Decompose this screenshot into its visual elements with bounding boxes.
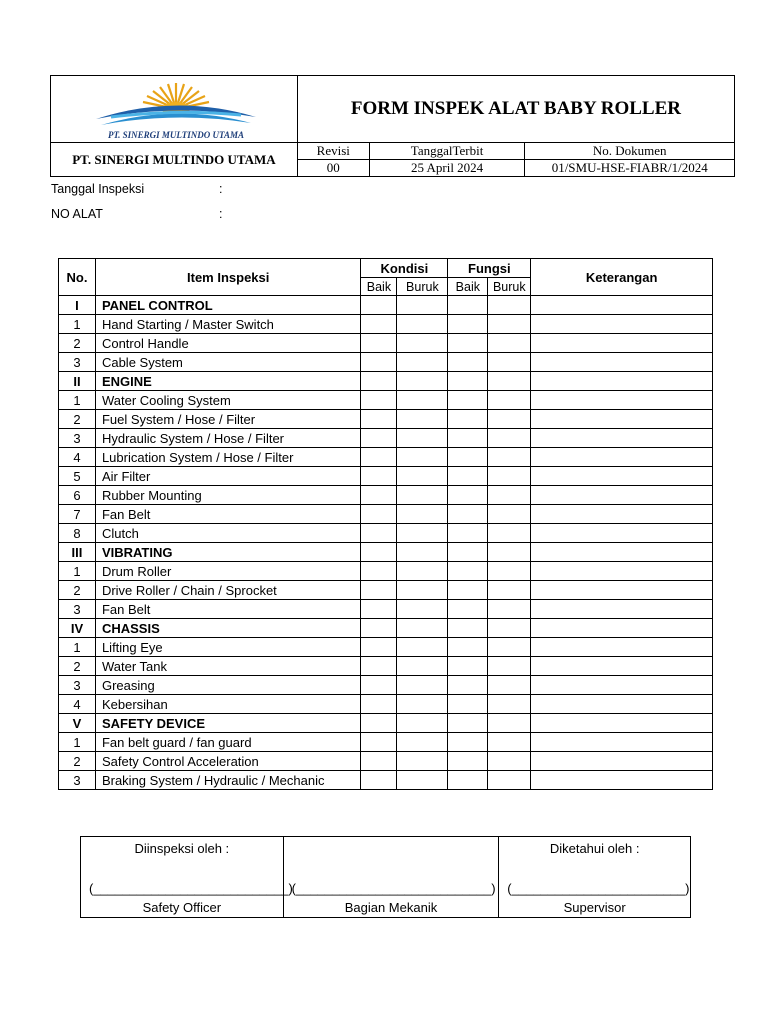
fungsi-baik-cell[interactable] (448, 562, 488, 581)
kondisi-buruk-cell[interactable] (397, 448, 448, 467)
row-number: 1 (59, 562, 96, 581)
kondisi-buruk-cell[interactable] (397, 543, 448, 562)
inspection-item: Water Tank (95, 657, 360, 676)
kondisi-buruk-cell[interactable] (397, 410, 448, 429)
company-logo (91, 79, 261, 141)
row-number: 1 (59, 733, 96, 752)
row-number: 6 (59, 486, 96, 505)
logo-cell (51, 76, 298, 143)
kondisi-buruk-cell[interactable] (397, 714, 448, 733)
signature-table (80, 836, 691, 918)
kondisi-baik-cell[interactable] (361, 524, 397, 543)
fungsi-buruk-cell[interactable] (488, 771, 531, 790)
fungsi-buruk-cell[interactable] (488, 657, 531, 676)
kondisi-baik-cell[interactable] (361, 391, 397, 410)
row-number: 3 (59, 600, 96, 619)
kondisi-buruk-cell[interactable] (397, 771, 448, 790)
fungsi-baik-cell[interactable] (448, 600, 488, 619)
revisi-value: 00 (297, 160, 369, 177)
keterangan-cell[interactable] (531, 334, 713, 353)
form-title: FORM INSPEK ALAT BABY ROLLER (297, 76, 734, 143)
inspection-rows (59, 296, 713, 790)
kondisi-buruk-cell[interactable] (397, 391, 448, 410)
no-alat-colon: : (219, 207, 223, 221)
inspection-item: Drum Roller (95, 562, 360, 581)
fungsi-baik-cell[interactable] (448, 714, 488, 733)
fungsi-baik-cell[interactable] (448, 771, 488, 790)
inspection-item: Safety Control Acceleration (95, 752, 360, 771)
kondisi-buruk-cell[interactable] (397, 619, 448, 638)
row-number: 5 (59, 467, 96, 486)
fungsi-baik-cell[interactable] (448, 543, 488, 562)
table-row (59, 353, 713, 372)
inspection-item: Hand Starting / Master Switch (95, 315, 360, 334)
fungsi-buruk-header: Buruk (488, 278, 531, 296)
row-number: IV (59, 619, 96, 638)
keterangan-cell[interactable] (531, 619, 713, 638)
fungsi-buruk-cell[interactable] (488, 315, 531, 334)
fungsi-baik-cell[interactable] (448, 429, 488, 448)
mekanik-label: Bagian Mekanik (344, 900, 438, 915)
keterangan-cell[interactable] (531, 486, 713, 505)
keterangan-cell[interactable] (531, 752, 713, 771)
fungsi-baik-header: Baik (448, 278, 488, 296)
keterangan-cell[interactable] (531, 733, 713, 752)
fungsi-baik-cell[interactable] (448, 448, 488, 467)
section-title: PANEL CONTROL (95, 296, 360, 315)
keterangan-cell[interactable] (531, 581, 713, 600)
table-row (59, 600, 713, 619)
kondisi-baik-cell[interactable] (361, 448, 397, 467)
inspection-item: Hydraulic System / Hose / Filter (95, 429, 360, 448)
table-row (59, 695, 713, 714)
kondisi-baik-header: Baik (361, 278, 397, 296)
fungsi-baik-cell[interactable] (448, 486, 488, 505)
fungsi-baik-cell[interactable] (448, 657, 488, 676)
keterangan-cell[interactable] (531, 600, 713, 619)
fungsi-buruk-cell[interactable] (488, 695, 531, 714)
table-row (59, 524, 713, 543)
table-row (59, 733, 713, 752)
fungsi-baik-cell[interactable] (448, 391, 488, 410)
table-row (59, 638, 713, 657)
table-row (59, 562, 713, 581)
kondisi-buruk-cell[interactable] (397, 429, 448, 448)
keterangan-cell[interactable] (531, 714, 713, 733)
document-header (50, 75, 735, 177)
inspection-item: Fan Belt (95, 600, 360, 619)
kondisi-baik-cell[interactable] (361, 619, 397, 638)
keterangan-cell[interactable] (531, 410, 713, 429)
table-row (59, 429, 713, 448)
fungsi-baik-cell[interactable] (448, 353, 488, 372)
row-number: 2 (59, 581, 96, 600)
col-no-header: No. (59, 259, 96, 296)
kondisi-buruk-cell[interactable] (397, 353, 448, 372)
row-number: 3 (59, 676, 96, 695)
kondisi-baik-cell[interactable] (361, 600, 397, 619)
fungsi-baik-cell[interactable] (448, 467, 488, 486)
fungsi-buruk-cell[interactable] (488, 676, 531, 695)
section-title: ENGINE (95, 372, 360, 391)
keterangan-cell[interactable] (531, 657, 713, 676)
inspection-item: Air Filter (95, 467, 360, 486)
inspection-item: Control Handle (95, 334, 360, 353)
fungsi-buruk-cell[interactable] (488, 372, 531, 391)
col-item-header: Item Inspeksi (95, 259, 360, 296)
fungsi-baik-cell[interactable] (448, 524, 488, 543)
fungsi-buruk-cell[interactable] (488, 562, 531, 581)
no-dokumen-label: No. Dokumen (525, 143, 735, 160)
row-number: I (59, 296, 96, 315)
safety-officer-label: Safety Officer (142, 900, 222, 915)
section-row (59, 619, 713, 638)
section-row (59, 714, 713, 733)
fungsi-buruk-cell[interactable] (488, 486, 531, 505)
kondisi-baik-cell[interactable] (361, 543, 397, 562)
fungsi-buruk-cell[interactable] (488, 714, 531, 733)
col-fungsi-header: Fungsi (448, 259, 531, 278)
inspection-item: Rubber Mounting (95, 486, 360, 505)
section-row (59, 296, 713, 315)
row-number: II (59, 372, 96, 391)
tanggal-terbit-value: 25 April 2024 (369, 160, 525, 177)
inspection-item: Lubrication System / Hose / Filter (95, 448, 360, 467)
no-dokumen-value: 01/SMU-HSE-FIABR/1/2024 (525, 160, 735, 177)
kondisi-baik-cell[interactable] (361, 353, 397, 372)
table-row (59, 334, 713, 353)
sign-cell-inspector (81, 837, 293, 918)
col-keterangan-header: Keterangan (531, 259, 713, 296)
table-row (59, 771, 713, 790)
kondisi-baik-cell[interactable] (361, 429, 397, 448)
row-number: 3 (59, 353, 96, 372)
fungsi-buruk-cell[interactable] (488, 448, 531, 467)
kondisi-baik-cell[interactable] (361, 733, 397, 752)
kondisi-baik-cell[interactable] (361, 752, 397, 771)
row-number: 4 (59, 448, 96, 467)
keterangan-cell[interactable] (531, 676, 713, 695)
kondisi-buruk-cell[interactable] (397, 638, 448, 657)
kondisi-buruk-cell[interactable] (397, 505, 448, 524)
kondisi-baik-cell[interactable] (361, 505, 397, 524)
row-number: 2 (59, 334, 96, 353)
fungsi-baik-cell[interactable] (448, 619, 488, 638)
row-number: 1 (59, 391, 96, 410)
kondisi-baik-cell[interactable] (361, 657, 397, 676)
inspection-item: Lifting Eye (95, 638, 360, 657)
inspection-item: Drive Roller / Chain / Sprocket (95, 581, 360, 600)
fungsi-buruk-cell[interactable] (488, 410, 531, 429)
kondisi-buruk-cell[interactable] (397, 486, 448, 505)
table-row (59, 581, 713, 600)
fungsi-buruk-cell[interactable] (488, 733, 531, 752)
kondisi-buruk-cell[interactable] (397, 676, 448, 695)
fungsi-buruk-cell[interactable] (488, 524, 531, 543)
logo-text: PT. SINERGI MULTINDO UTAMA (107, 130, 245, 140)
table-row (59, 676, 713, 695)
table-row (59, 657, 713, 676)
kondisi-buruk-cell[interactable] (397, 581, 448, 600)
kondisi-baik-cell[interactable] (361, 714, 397, 733)
inspection-item: Kebersihan (95, 695, 360, 714)
kondisi-baik-cell[interactable] (361, 467, 397, 486)
kondisi-buruk-cell[interactable] (397, 296, 448, 315)
supervisor-label: Supervisor (563, 900, 626, 915)
company-name: PT. SINERGI MULTINDO UTAMA (51, 143, 298, 177)
fungsi-buruk-cell[interactable] (488, 429, 531, 448)
fungsi-buruk-cell[interactable] (488, 600, 531, 619)
inspection-item: Fan belt guard / fan guard (95, 733, 360, 752)
row-number: III (59, 543, 96, 562)
inspection-item: Braking System / Hydraulic / Mechanic (95, 771, 360, 790)
fungsi-buruk-cell[interactable] (488, 353, 531, 372)
fungsi-baik-cell[interactable] (448, 733, 488, 752)
row-number: 7 (59, 505, 96, 524)
kondisi-baik-cell[interactable] (361, 638, 397, 657)
fungsi-buruk-cell[interactable] (488, 391, 531, 410)
fungsi-buruk-cell[interactable] (488, 467, 531, 486)
keterangan-cell[interactable] (531, 429, 713, 448)
keterangan-cell[interactable] (531, 562, 713, 581)
row-number: 1 (59, 315, 96, 334)
table-row (59, 448, 713, 467)
row-number: 8 (59, 524, 96, 543)
table-row (59, 505, 713, 524)
inspected-by-label: Diinspeksi oleh : (134, 841, 230, 856)
fungsi-buruk-cell[interactable] (488, 296, 531, 315)
kondisi-buruk-header: Buruk (397, 278, 448, 296)
fungsi-buruk-cell[interactable] (488, 543, 531, 562)
kondisi-buruk-cell[interactable] (397, 752, 448, 771)
table-row (59, 410, 713, 429)
fungsi-buruk-cell[interactable] (488, 334, 531, 353)
fungsi-buruk-cell[interactable] (488, 638, 531, 657)
keterangan-cell[interactable] (531, 372, 713, 391)
col-kondisi-header: Kondisi (361, 259, 448, 278)
kondisi-buruk-cell[interactable] (397, 524, 448, 543)
tanggal-inspeksi-field[interactable] (51, 182, 222, 196)
fungsi-buruk-cell[interactable] (488, 581, 531, 600)
fungsi-baik-cell[interactable] (448, 296, 488, 315)
row-number: V (59, 714, 96, 733)
row-number: 1 (59, 638, 96, 657)
kondisi-buruk-cell[interactable] (397, 315, 448, 334)
kondisi-buruk-cell[interactable] (397, 695, 448, 714)
section-row (59, 372, 713, 391)
table-row (59, 486, 713, 505)
fungsi-baik-cell[interactable] (448, 695, 488, 714)
kondisi-baik-cell[interactable] (361, 771, 397, 790)
table-row (59, 752, 713, 771)
inspection-item: Greasing (95, 676, 360, 695)
kondisi-baik-cell[interactable] (361, 676, 397, 695)
inspection-table (58, 258, 713, 790)
fungsi-buruk-cell[interactable] (488, 619, 531, 638)
kondisi-buruk-cell[interactable] (397, 657, 448, 676)
fungsi-baik-cell[interactable] (448, 372, 488, 391)
no-alat-field[interactable] (51, 207, 222, 221)
table-row (59, 315, 713, 334)
sign-cell-supervisor (499, 837, 691, 918)
kondisi-baik-cell[interactable] (361, 372, 397, 391)
inspection-item: Clutch (95, 524, 360, 543)
keterangan-cell[interactable] (531, 315, 713, 334)
section-row (59, 543, 713, 562)
kondisi-baik-cell[interactable] (361, 562, 397, 581)
fungsi-baik-cell[interactable] (448, 752, 488, 771)
keterangan-cell[interactable] (531, 467, 713, 486)
known-by-label: Diketahui oleh : (549, 841, 640, 856)
kondisi-buruk-cell[interactable] (397, 467, 448, 486)
row-number: 4 (59, 695, 96, 714)
kondisi-buruk-cell[interactable] (397, 372, 448, 391)
fungsi-baik-cell[interactable] (448, 315, 488, 334)
keterangan-cell[interactable] (531, 391, 713, 410)
inspection-item: Cable System (95, 353, 360, 372)
table-row (59, 467, 713, 486)
fungsi-buruk-cell[interactable] (488, 752, 531, 771)
keterangan-cell[interactable] (531, 638, 713, 657)
inspection-item: Fan Belt (95, 505, 360, 524)
kondisi-baik-cell[interactable] (361, 695, 397, 714)
row-number: 3 (59, 771, 96, 790)
kondisi-baik-cell[interactable] (361, 410, 397, 429)
mekanik-signature-line[interactable]: (___________________________) (291, 881, 496, 896)
section-title: CHASSIS (95, 619, 360, 638)
tanggal-inspeksi-label: Tanggal Inspeksi (51, 182, 145, 196)
kondisi-baik-cell[interactable] (361, 296, 397, 315)
section-title: VIBRATING (95, 543, 360, 562)
keterangan-cell[interactable] (531, 448, 713, 467)
keterangan-cell[interactable] (531, 505, 713, 524)
keterangan-cell[interactable] (531, 543, 713, 562)
table-row (59, 391, 713, 410)
fungsi-baik-cell[interactable] (448, 505, 488, 524)
inspection-item: Water Cooling System (95, 391, 360, 410)
fungsi-baik-cell[interactable] (448, 410, 488, 429)
sign-cell-mekanik (283, 837, 499, 918)
safety-officer-signature-line[interactable]: (___________________________) (89, 881, 293, 896)
row-number: 3 (59, 429, 96, 448)
kondisi-buruk-cell[interactable] (397, 562, 448, 581)
row-number: 2 (59, 410, 96, 429)
fungsi-buruk-cell[interactable] (488, 505, 531, 524)
kondisi-buruk-cell[interactable] (397, 733, 448, 752)
kondisi-buruk-cell[interactable] (397, 334, 448, 353)
no-alat-label: NO ALAT (51, 207, 103, 221)
keterangan-cell[interactable] (531, 296, 713, 315)
fungsi-baik-cell[interactable] (448, 334, 488, 353)
tanggal-inspeksi-colon: : (219, 182, 223, 196)
keterangan-cell[interactable] (531, 771, 713, 790)
kondisi-baik-cell[interactable] (361, 581, 397, 600)
kondisi-baik-cell[interactable] (361, 315, 397, 334)
kondisi-baik-cell[interactable] (361, 486, 397, 505)
row-number: 2 (59, 657, 96, 676)
section-title: SAFETY DEVICE (95, 714, 360, 733)
fungsi-baik-cell[interactable] (448, 676, 488, 695)
inspection-item: Fuel System / Hose / Filter (95, 410, 360, 429)
kondisi-baik-cell[interactable] (361, 334, 397, 353)
fungsi-baik-cell[interactable] (448, 638, 488, 657)
row-number: 2 (59, 752, 96, 771)
keterangan-cell[interactable] (531, 695, 713, 714)
tanggal-terbit-label: TanggalTerbit (369, 143, 525, 160)
kondisi-buruk-cell[interactable] (397, 600, 448, 619)
fungsi-baik-cell[interactable] (448, 581, 488, 600)
supervisor-signature-line[interactable]: (________________________) (507, 881, 690, 896)
keterangan-cell[interactable] (531, 353, 713, 372)
keterangan-cell[interactable] (531, 524, 713, 543)
revisi-label: Revisi (297, 143, 369, 160)
